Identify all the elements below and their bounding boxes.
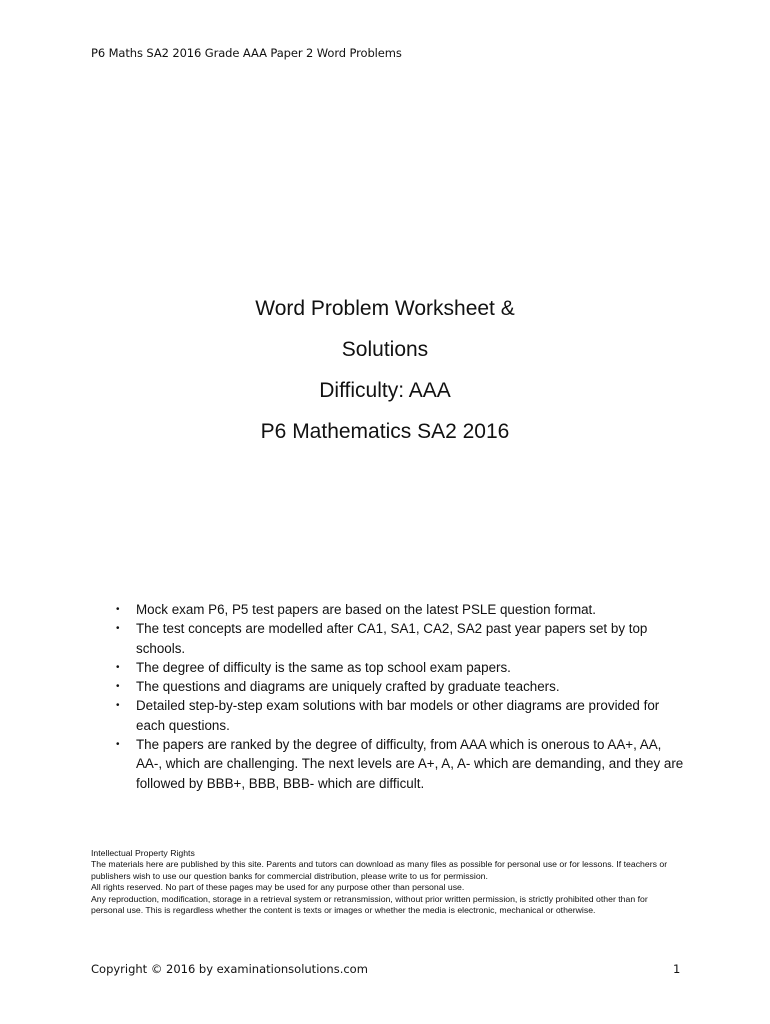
feature-list [114, 600, 689, 793]
page-number: 1 [673, 962, 681, 976]
list-item [114, 696, 689, 735]
list-item-text: The degree of difficulty is the same as top school exam papers. [136, 659, 511, 675]
difficulty-label: Difficulty: AAA [319, 379, 451, 402]
list-item [114, 619, 689, 658]
bullet-icon: • [116, 681, 120, 693]
bullet-icon: • [116, 661, 120, 673]
running-header: P6 Maths SA2 2016 Grade AAA Paper 2 Word Problems [91, 46, 402, 60]
ip-rights-heading: Intellectual Property Rights [91, 848, 195, 858]
ip-rights-paragraph: All rights reserved. No part of these pages may be used for any purpose other than personal use. [91, 882, 465, 893]
title-line-1: Word Problem Worksheet & [255, 297, 515, 320]
copyright-footer: Copyright © 2016 by examinationsolutions.com [91, 962, 368, 976]
list-item-text: The test concepts are modelled after CA1, SA1, CA2, SA2 past year papers set by top schools. [136, 621, 648, 656]
bullet-icon: • [116, 623, 120, 635]
subject-label: P6 Mathematics SA2 2016 [260, 420, 510, 443]
title-line-2: Solutions [341, 338, 429, 361]
ip-rights-paragraph: The materials here are published by this site. Parents and tutors can download as many files as possible for personal use or for lessons. If teachers or publishers wish to use our question banks for commercial distribution, please write to us for permission. [91, 859, 668, 881]
bullet-icon: • [116, 700, 120, 712]
bullet-icon: • [116, 604, 120, 615]
list-item [114, 600, 689, 619]
ip-rights-notice [91, 848, 683, 916]
bullet-icon: • [116, 739, 120, 751]
list-item-text: The papers are ranked by the degree of difficulty, from AAA which is onerous to AA+, AA, AA-, which are challenging. The next levels are A+, A, A- which are demanding, and they are followed by BBB+, BBB, BBB- which are difficult. [136, 737, 684, 791]
list-item [114, 658, 689, 677]
list-item-text: Detailed step-by-step exam solutions with bar models or other diagrams are provided for each questions. [136, 698, 660, 733]
ip-rights-paragraph: Any reproduction, modification, storage in a retrieval system or retransmission, without prior written permission, is strictly prohibited other than for personal use. This is regardless whether the content is texts or images or whether the media is electronic, mechanical or otherwise. [91, 893, 648, 916]
list-item-text: The questions and diagrams are uniquely crafted by graduate teachers. [136, 679, 560, 695]
list-item [114, 677, 689, 696]
list-item [114, 735, 689, 793]
list-item-text: Mock exam P6, P5 test papers are based on the latest PSLE question format. [136, 602, 596, 617]
title-block [0, 288, 770, 452]
